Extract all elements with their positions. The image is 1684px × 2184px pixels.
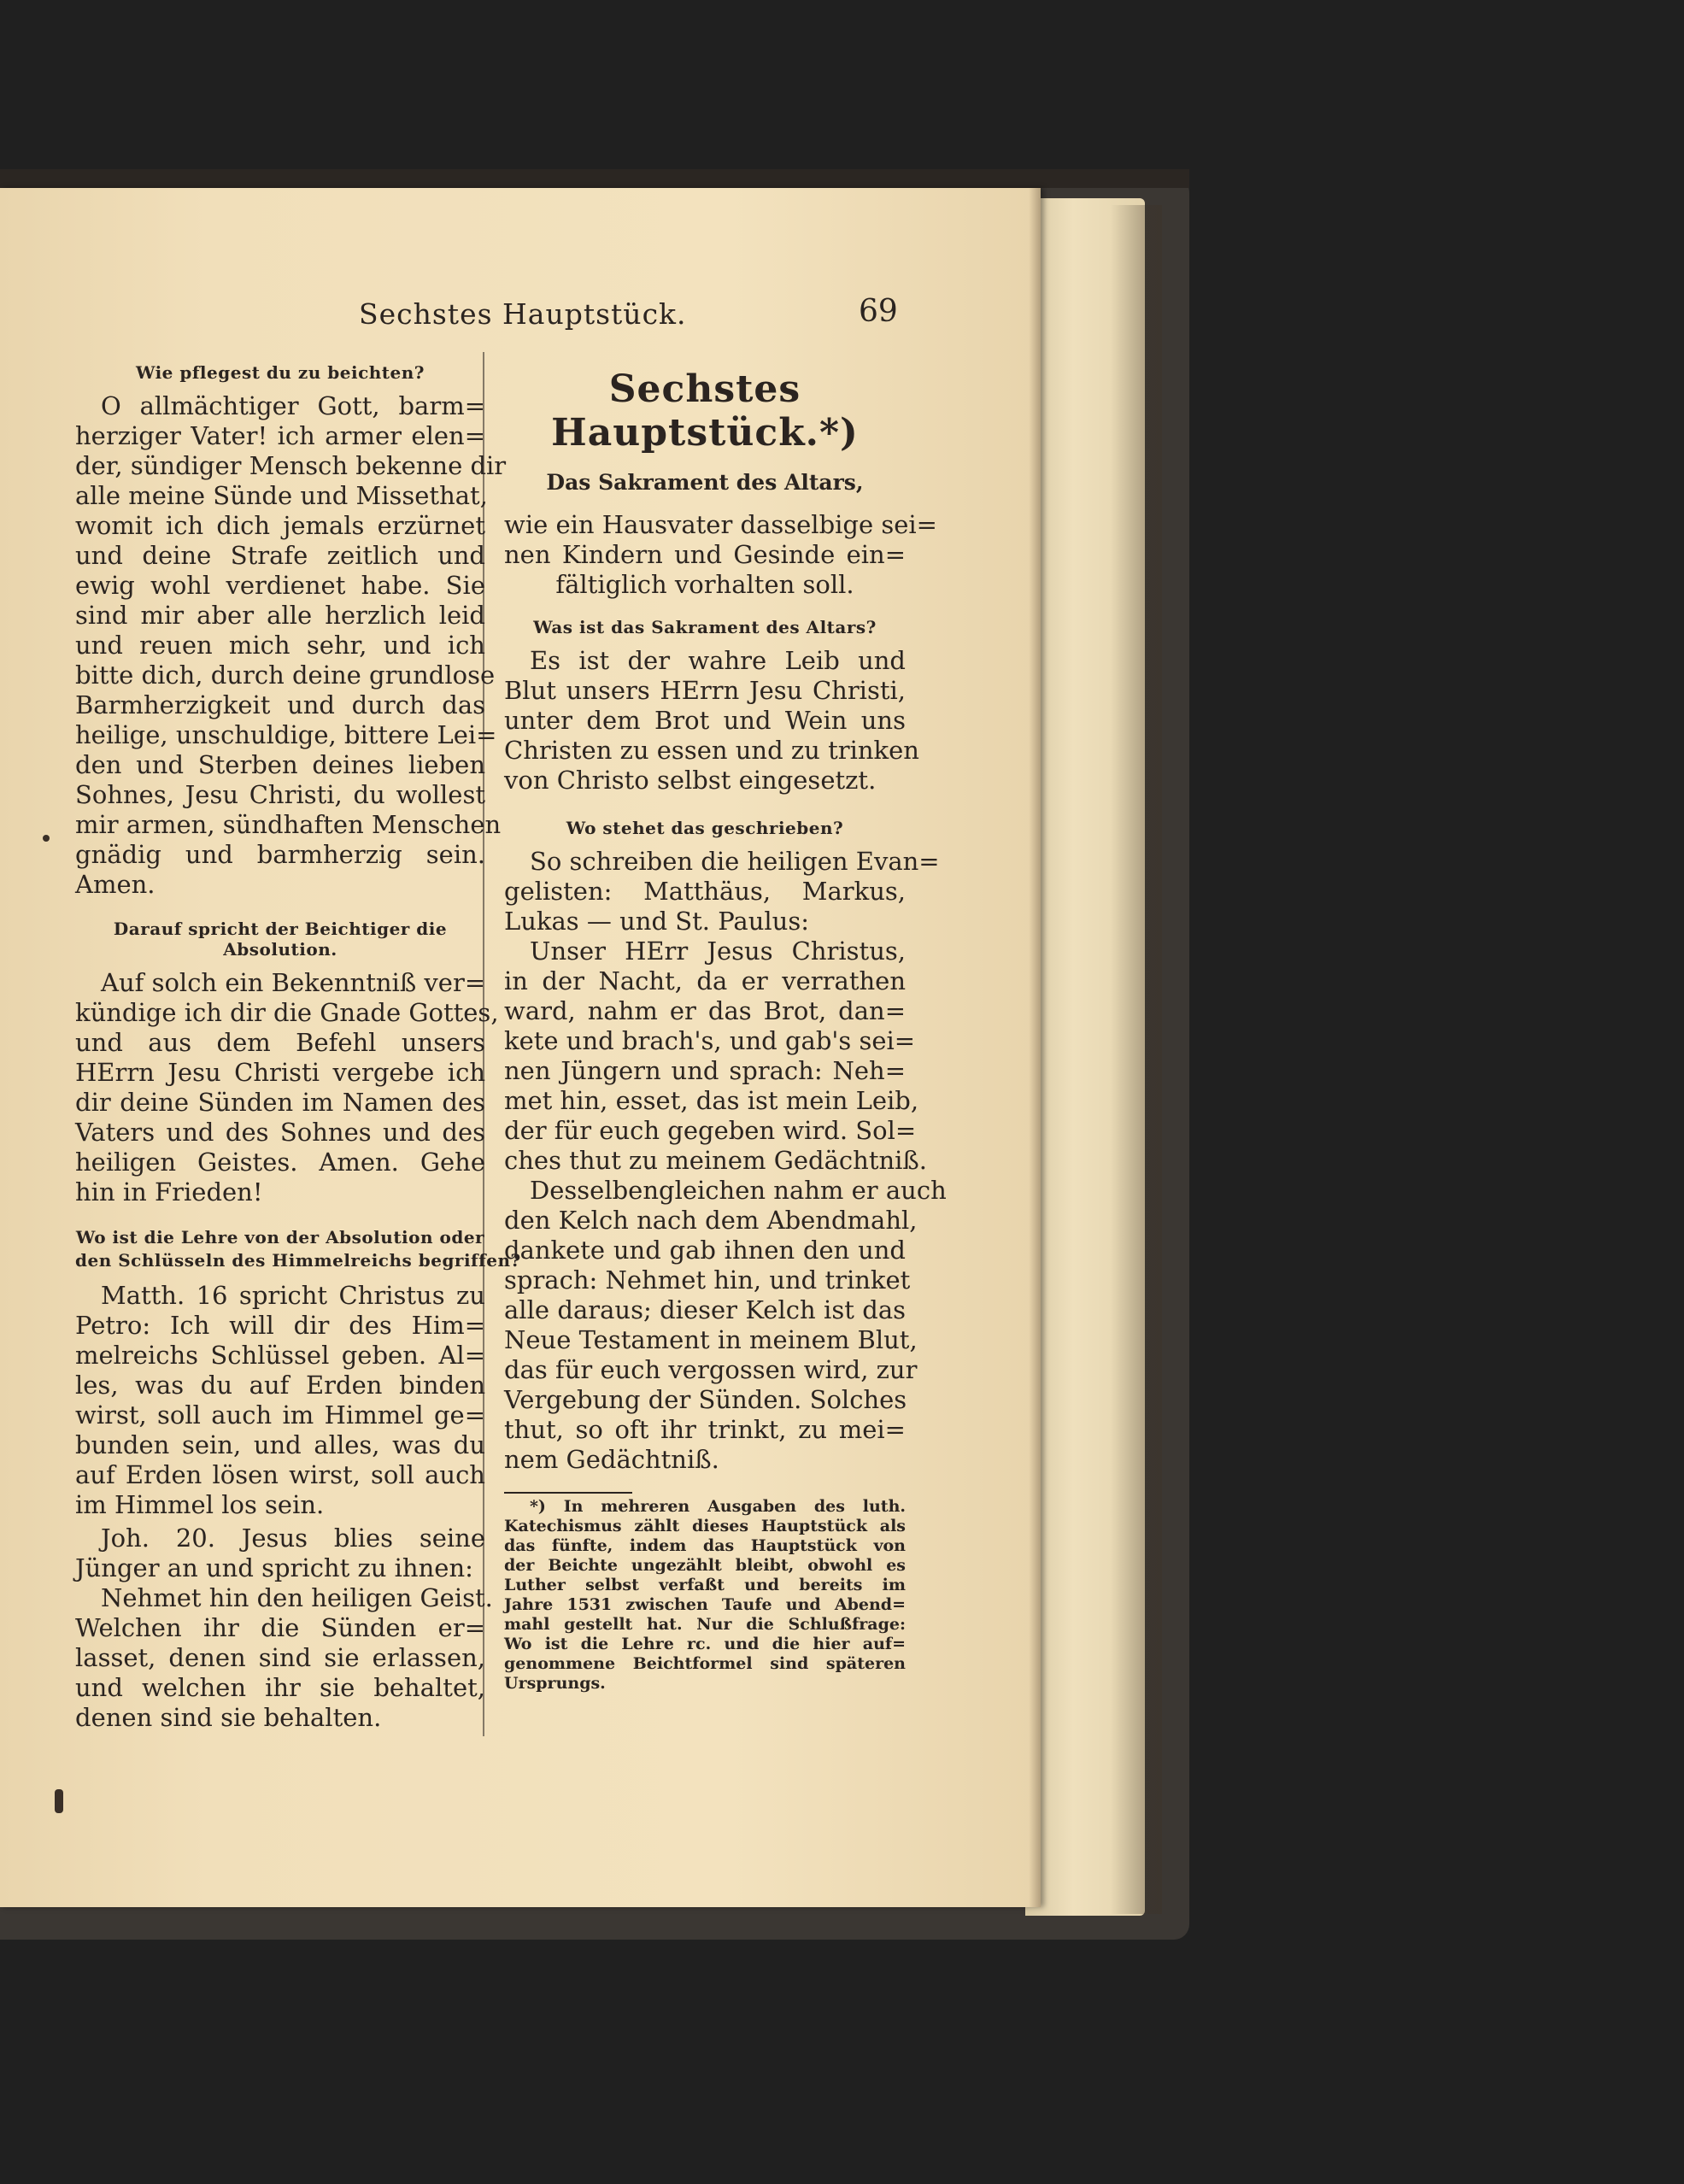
text-line: ward, nahm er das Brot, dan= (504, 996, 906, 1025)
text-line: dankete und gab ihnen den und (504, 1236, 906, 1265)
section-subheading: Das Sakrament des Altars, (546, 470, 864, 495)
text-line: und welchen ihr sie behaltet, (75, 1673, 485, 1702)
text-line: in der Nacht, da er verrathen (504, 966, 906, 995)
text-line: gnädig und barmherzig sein. (75, 840, 485, 869)
text-line: bunden sein, und alles, was du (75, 1430, 485, 1459)
text-line: Petro: Ich will dir des Him= (75, 1311, 485, 1340)
text-line: Desselbengleichen nahm er auch (530, 1176, 947, 1205)
text-line: alle meine Sünde und Missethat, (75, 481, 488, 510)
intro-paragraph (504, 510, 937, 600)
page-edge-shadow (1029, 188, 1041, 1907)
confession-paragraph (75, 391, 507, 900)
matthew-paragraph (75, 1281, 485, 1520)
sacrament-answer-paragraph (504, 646, 919, 796)
text-line: Es ist der wahre Leib und (530, 646, 906, 675)
text-line: thut, so oft ihr trinkt, zu mei= (504, 1415, 906, 1444)
text-line: im Himmel los sein. (75, 1490, 325, 1519)
book-cover-top-edge (0, 169, 1189, 188)
text-line: Welchen ihr die Sünden er= (75, 1613, 485, 1642)
text-line: auf Erden lösen wirst, soll auch (75, 1460, 485, 1489)
text-line: Sohnes, Jesu Christi, du wollest (75, 780, 485, 809)
text-line: Vergebung der Sünden. Solches (504, 1385, 907, 1414)
text-line: hin in Frieden! (75, 1177, 263, 1206)
footnote (504, 1497, 906, 1694)
absolution-paragraph (75, 968, 499, 1207)
text-line: gelisten: Matthäus, Markus, (504, 877, 906, 906)
section-heading: Sechstes Hauptstück.*) (551, 367, 859, 455)
text-line: herziger Vater! ich armer elen= (75, 421, 485, 450)
text-line: der Beichte ungezählt bleibt, obwohl es (504, 1556, 906, 1575)
text-line: mahl gestellt hat. Nur die Schlußfrage: (504, 1615, 906, 1634)
text-line: Jahre 1531 zwischen Taufe und Abend= (504, 1595, 906, 1614)
text-line: genommene Beichtformel sind späteren (504, 1654, 906, 1673)
text-line: Luther selbst verfaßt und bereits im (504, 1576, 906, 1594)
question-heading: Wo stehet das geschrieben? (566, 818, 844, 838)
text-line: Barmherzigkeit und durch das (75, 690, 485, 719)
text-line: unter dem Brot und Wein uns (504, 706, 906, 735)
text-line: Matth. 16 spricht Christus zu (101, 1281, 485, 1310)
text-line: Katechismus zählt dieses Hauptstück als (504, 1517, 906, 1535)
text-line: wirst, soll auch im Himmel ge= (75, 1400, 485, 1430)
text-line: fältiglich vorhalten soll. (555, 570, 854, 599)
text-line: Lukas — und St. Paulus: (504, 907, 809, 936)
text-line: den Schlüsseln des Himmelreichs begriffen? (75, 1250, 521, 1271)
text-line: den und Sterben deines lieben (75, 750, 485, 779)
text-line: Joh. 20. Jesus blies seine (101, 1524, 485, 1553)
left-column (75, 350, 521, 1733)
text-line: *) In mehreren Ausgaben des luth. (530, 1497, 906, 1516)
text-line: sind mir aber alle herzlich leid (75, 601, 485, 630)
question-heading: Wie pflegest du zu beichten? (135, 362, 425, 383)
text-line: Unser HErr Jesus Christus, (530, 936, 906, 966)
running-head: Sechstes Hauptstück. (359, 297, 687, 331)
text-line: Blut unsers HErrn Jesu Christi, (504, 676, 906, 705)
text-line: nen Kindern und Gesinde ein= (504, 540, 906, 569)
text-line: heilige, unschuldige, bittere Lei= (75, 720, 497, 749)
text-line: nem Gedächtniß. (504, 1445, 719, 1474)
text-line: der, sündiger Mensch bekenne dir (75, 451, 507, 480)
text-line: sprach: Nehmet hin, und trinket (504, 1265, 911, 1295)
text-line: bitte dich, durch deine grundlose (75, 660, 496, 690)
text-line: Jünger an und spricht zu ihnen: (75, 1553, 473, 1582)
page-number: 69 (859, 294, 898, 329)
text-line: Vaters und des Sohnes und des (75, 1118, 485, 1147)
text-line: Amen. (75, 870, 155, 899)
question-heading-multiline (75, 1226, 521, 1272)
text-line: kete und brach's, und gab's sei= (504, 1026, 916, 1055)
text-line: les, was du auf Erden binden (75, 1371, 485, 1400)
text-line: Ursprungs. (504, 1674, 606, 1693)
question-heading: Darauf spricht der Beichtiger die Absolution. (113, 919, 448, 960)
text-line: So schreiben die heiligen Evan= (530, 847, 940, 876)
ink-dot-mark (43, 835, 50, 842)
text-line: Nehmet hin den heiligen Geist. (101, 1583, 493, 1612)
text-line: melreichs Schlüssel geben. Al= (75, 1341, 485, 1370)
text-line: der für euch gegeben wird. Sol= (504, 1116, 917, 1145)
text-line: Wo ist die Lehre rc. und die hier auf= (504, 1635, 906, 1653)
text-line: Neue Testament in meinem Blut, (504, 1325, 918, 1354)
text-line: Wo ist die Lehre von der Absolution oder (75, 1227, 485, 1248)
page-stack-shadow (1111, 205, 1162, 1914)
text-line: das fünfte, indem das Hauptstück von (504, 1536, 906, 1555)
question-heading: Was ist das Sakrament des Altars? (533, 617, 877, 637)
text-line: Christen zu essen und zu trinken (504, 736, 919, 765)
footnote-rule (504, 1492, 632, 1494)
text-line: kündige ich dir die Gnade Gottes, (75, 998, 499, 1027)
text-line: den Kelch nach dem Abendmahl, (504, 1206, 918, 1235)
text-line: das für euch vergossen wird, zur (504, 1355, 918, 1384)
text-line: HErrn Jesu Christi vergebe ich (75, 1058, 485, 1087)
text-line: Auf solch ein Bekenntniß ver= (101, 968, 486, 997)
right-column (504, 350, 947, 1694)
text-line: wie ein Hausvater dasselbige sei= (504, 510, 937, 539)
text-line: O allmächtiger Gott, barm= (101, 391, 485, 420)
text-line: und deine Strafe zeitlich und (75, 541, 485, 570)
text-line: heiligen Geistes. Amen. Gehe (75, 1148, 485, 1177)
text-line: alle daraus; dieser Kelch ist das (504, 1295, 906, 1324)
scripture-paragraph (504, 847, 947, 1475)
text-line: denen sind sie behalten. (75, 1703, 382, 1732)
text-line: mir armen, sündhaften Menschen (75, 810, 502, 839)
text-line: womit ich dich jemals erzürnet (75, 511, 485, 540)
text-line: lasset, denen sind sie erlassen, (75, 1643, 485, 1672)
text-line: met hin, esset, das ist mein Leib, (504, 1086, 919, 1115)
text-line: ches thut zu meinem Gedächtniß. (504, 1146, 928, 1175)
text-line: ewig wohl verdienet habe. Sie (75, 571, 485, 600)
text-line: von Christo selbst eingesetzt. (504, 766, 877, 795)
text-line: und reuen mich sehr, und ich (75, 631, 485, 660)
text-line: nen Jüngern und sprach: Neh= (504, 1056, 906, 1085)
text-line: und aus dem Befehl unsers (75, 1028, 485, 1057)
john-paragraph (75, 1524, 493, 1733)
ink-smudge-mark (55, 1789, 63, 1813)
text-line: dir deine Sünden im Namen des (75, 1088, 485, 1117)
